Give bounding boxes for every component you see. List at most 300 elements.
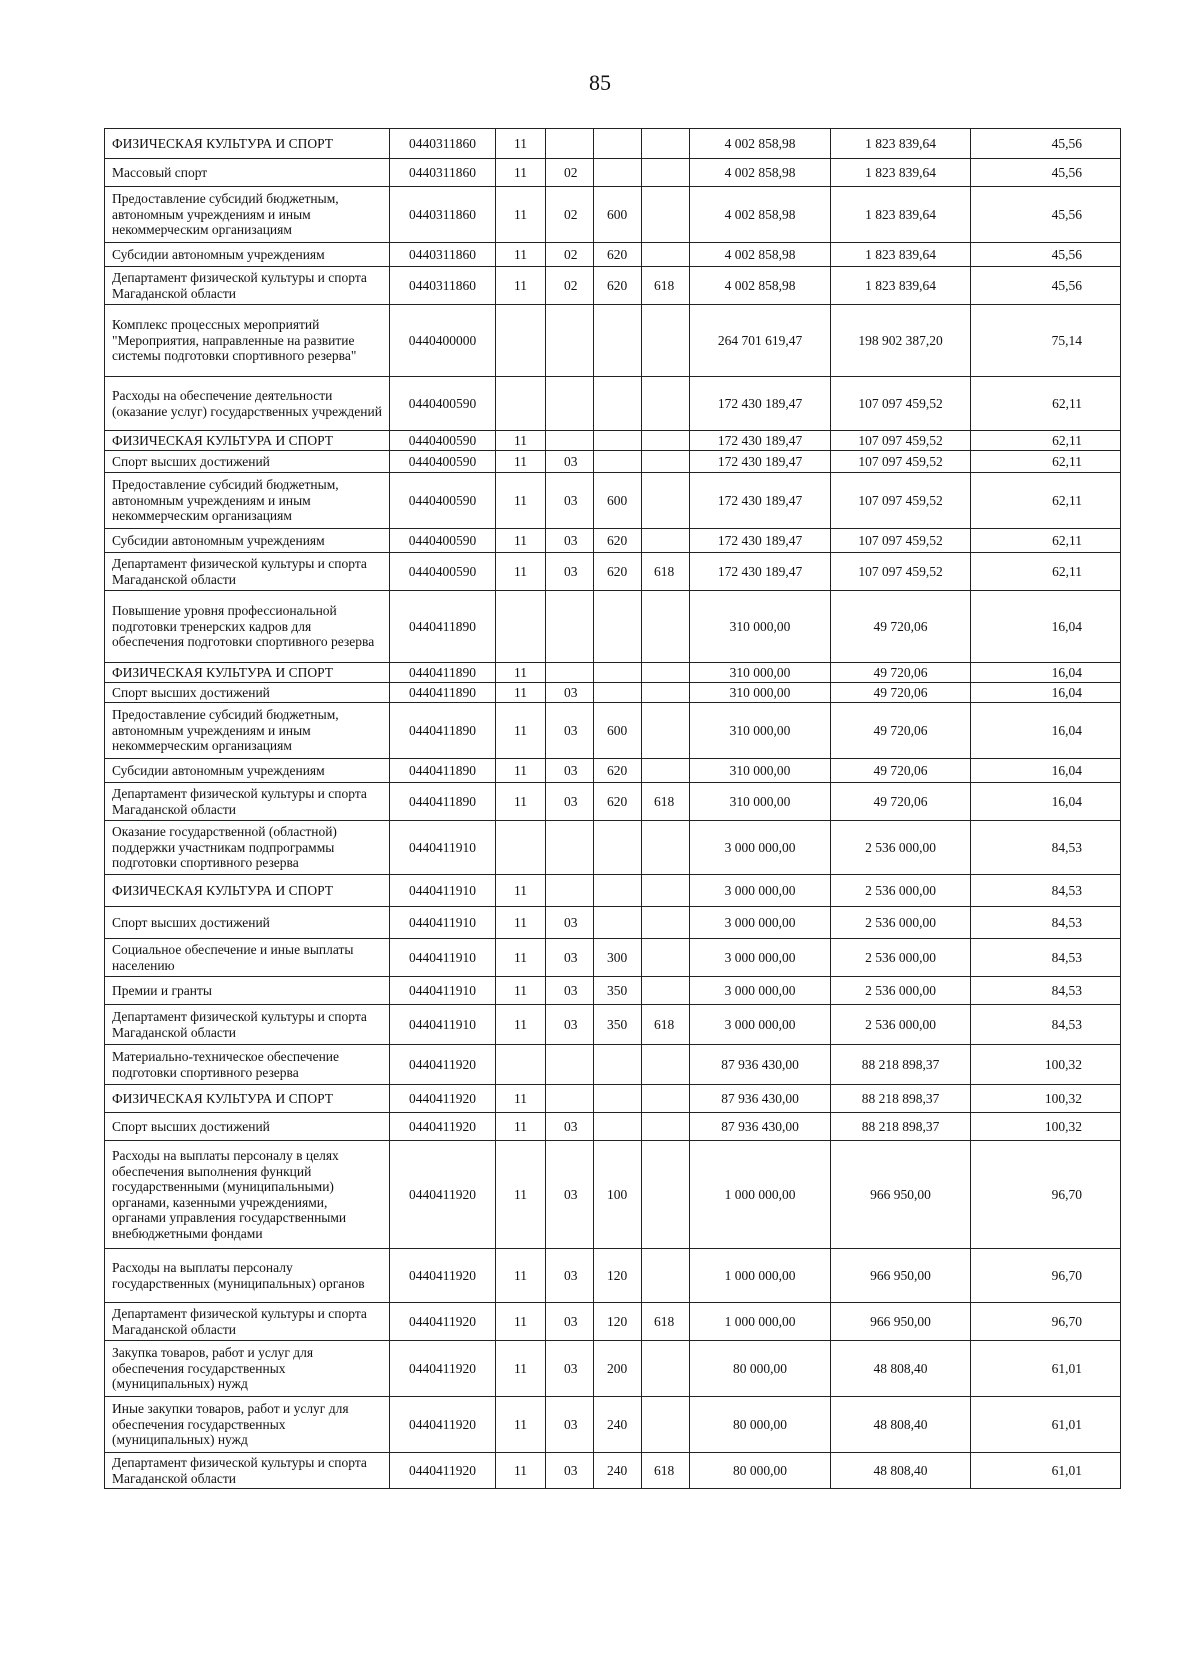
executed-amount: 1 823 839,64	[831, 187, 971, 243]
administrator-code	[642, 663, 690, 683]
section-code: 11	[496, 529, 546, 553]
executed-amount: 1 823 839,64	[831, 243, 971, 267]
section-code: 11	[496, 431, 546, 451]
executed-amount: 198 902 387,20	[831, 305, 971, 377]
executed-amount: 88 218 898,37	[831, 1085, 971, 1113]
target-article-code: 0440411920	[390, 1141, 496, 1249]
expense-type-code: 620	[594, 243, 642, 267]
expense-type-code: 240	[594, 1453, 642, 1489]
section-code: 11	[496, 1397, 546, 1453]
subsection-code	[546, 1045, 594, 1085]
section-code: 11	[496, 875, 546, 907]
expense-type-code	[594, 305, 642, 377]
execution-percent: 16,04	[971, 703, 1121, 759]
subsection-code	[546, 305, 594, 377]
planned-amount: 172 430 189,47	[690, 377, 831, 431]
section-code: 11	[496, 1141, 546, 1249]
planned-amount: 310 000,00	[690, 703, 831, 759]
table-row	[105, 977, 1121, 1005]
planned-amount: 80 000,00	[690, 1397, 831, 1453]
subsection-code: 03	[546, 1249, 594, 1303]
section-code: 11	[496, 129, 546, 159]
section-code: 11	[496, 159, 546, 187]
planned-amount: 4 002 858,98	[690, 129, 831, 159]
row-name: ФИЗИЧЕСКАЯ КУЛЬТУРА И СПОРТ	[105, 875, 390, 907]
execution-percent: 45,56	[971, 187, 1121, 243]
administrator-code	[642, 977, 690, 1005]
section-code: 11	[496, 451, 546, 473]
planned-amount: 4 002 858,98	[690, 243, 831, 267]
execution-percent: 100,32	[971, 1085, 1121, 1113]
administrator-code	[642, 591, 690, 663]
planned-amount: 310 000,00	[690, 683, 831, 703]
executed-amount: 2 536 000,00	[831, 977, 971, 1005]
row-name: Спорт высших достижений	[105, 907, 390, 939]
planned-amount: 310 000,00	[690, 759, 831, 783]
execution-percent: 16,04	[971, 759, 1121, 783]
row-name: Субсидии автономным учреждениям	[105, 529, 390, 553]
expense-type-code: 300	[594, 939, 642, 977]
target-article-code: 0440400590	[390, 473, 496, 529]
planned-amount: 4 002 858,98	[690, 159, 831, 187]
table-row	[105, 907, 1121, 939]
row-name: Комплекс процессных мероприятий "Мероприятия, направленные на развитие системы подготовки спортивного резерва"	[105, 305, 390, 377]
executed-amount: 1 823 839,64	[831, 129, 971, 159]
section-code	[496, 377, 546, 431]
target-article-code: 0440411890	[390, 703, 496, 759]
section-code: 11	[496, 977, 546, 1005]
execution-percent: 16,04	[971, 783, 1121, 821]
row-name: Субсидии автономным учреждениям	[105, 759, 390, 783]
subsection-code: 03	[546, 977, 594, 1005]
target-article-code: 0440411920	[390, 1085, 496, 1113]
target-article-code: 0440411890	[390, 783, 496, 821]
section-code: 11	[496, 1453, 546, 1489]
table-row	[105, 305, 1121, 377]
table-body	[105, 129, 1121, 1489]
subsection-code	[546, 591, 594, 663]
administrator-code	[642, 431, 690, 451]
executed-amount: 49 720,06	[831, 783, 971, 821]
section-code: 11	[496, 907, 546, 939]
row-name: Расходы на выплаты персоналу в целях обеспечения выполнения функций государственными (муниципальными) органами, казенными учреждениями, органами управления государственными внебюджетными фондами	[105, 1141, 390, 1249]
executed-amount: 1 823 839,64	[831, 267, 971, 305]
execution-percent: 45,56	[971, 243, 1121, 267]
target-article-code: 0440400000	[390, 305, 496, 377]
row-name: Спорт высших достижений	[105, 451, 390, 473]
row-name: Премии и гранты	[105, 977, 390, 1005]
table-row	[105, 1113, 1121, 1141]
section-code: 11	[496, 1249, 546, 1303]
subsection-code: 03	[546, 1141, 594, 1249]
administrator-code	[642, 377, 690, 431]
planned-amount: 1 000 000,00	[690, 1141, 831, 1249]
execution-percent: 84,53	[971, 875, 1121, 907]
executed-amount: 107 097 459,52	[831, 451, 971, 473]
planned-amount: 310 000,00	[690, 591, 831, 663]
planned-amount: 87 936 430,00	[690, 1113, 831, 1141]
row-name: Материально-техническое обеспечение подготовки спортивного резерва	[105, 1045, 390, 1085]
expense-type-code	[594, 129, 642, 159]
table-row	[105, 683, 1121, 703]
administrator-code	[642, 187, 690, 243]
table-row	[105, 1453, 1121, 1489]
administrator-code: 618	[642, 1303, 690, 1341]
table-row	[105, 1397, 1121, 1453]
executed-amount: 2 536 000,00	[831, 1005, 971, 1045]
table-row	[105, 939, 1121, 977]
row-name: ФИЗИЧЕСКАЯ КУЛЬТУРА И СПОРТ	[105, 663, 390, 683]
administrator-code: 618	[642, 267, 690, 305]
target-article-code: 0440400590	[390, 553, 496, 591]
table-row	[105, 1085, 1121, 1113]
planned-amount: 172 430 189,47	[690, 451, 831, 473]
table-row	[105, 783, 1121, 821]
planned-amount: 87 936 430,00	[690, 1045, 831, 1085]
row-name: Департамент физической культуры и спорта Магаданской области	[105, 1303, 390, 1341]
administrator-code: 618	[642, 783, 690, 821]
administrator-code	[642, 703, 690, 759]
section-code: 11	[496, 1113, 546, 1141]
section-code	[496, 821, 546, 875]
section-code: 11	[496, 939, 546, 977]
section-code: 11	[496, 1085, 546, 1113]
administrator-code	[642, 1249, 690, 1303]
expense-type-code: 600	[594, 473, 642, 529]
expense-type-code: 240	[594, 1397, 642, 1453]
row-name: Закупка товаров, работ и услуг для обеспечения государственных (муниципальных) нужд	[105, 1341, 390, 1397]
section-code: 11	[496, 553, 546, 591]
table-row	[105, 473, 1121, 529]
planned-amount: 80 000,00	[690, 1453, 831, 1489]
expense-type-code	[594, 591, 642, 663]
subsection-code	[546, 1085, 594, 1113]
table-row	[105, 431, 1121, 451]
row-name: Расходы на обеспечение деятельности (оказание услуг) государственных учреждений	[105, 377, 390, 431]
target-article-code: 0440411920	[390, 1397, 496, 1453]
row-name: Предоставление субсидий бюджетным, автономным учреждениям и иным некоммерческим организациям	[105, 703, 390, 759]
target-article-code: 0440411910	[390, 1005, 496, 1045]
execution-percent: 62,11	[971, 451, 1121, 473]
executed-amount: 2 536 000,00	[831, 907, 971, 939]
section-code: 11	[496, 703, 546, 759]
target-article-code: 0440400590	[390, 377, 496, 431]
expense-type-code: 600	[594, 187, 642, 243]
table-row	[105, 1341, 1121, 1397]
administrator-code	[642, 159, 690, 187]
execution-percent: 45,56	[971, 129, 1121, 159]
executed-amount: 107 097 459,52	[831, 431, 971, 451]
administrator-code: 618	[642, 1453, 690, 1489]
target-article-code: 0440411890	[390, 663, 496, 683]
administrator-code	[642, 821, 690, 875]
table-row	[105, 759, 1121, 783]
subsection-code: 03	[546, 529, 594, 553]
row-name: Иные закупки товаров, работ и услуг для обеспечения государственных (муниципальных) нужд	[105, 1397, 390, 1453]
execution-percent: 84,53	[971, 939, 1121, 977]
expense-type-code	[594, 431, 642, 451]
target-article-code: 0440400590	[390, 431, 496, 451]
execution-percent: 75,14	[971, 305, 1121, 377]
table-row	[105, 1005, 1121, 1045]
target-article-code: 0440311860	[390, 243, 496, 267]
executed-amount: 966 950,00	[831, 1303, 971, 1341]
subsection-code	[546, 129, 594, 159]
expense-type-code: 350	[594, 1005, 642, 1045]
planned-amount: 3 000 000,00	[690, 1005, 831, 1045]
target-article-code: 0440411910	[390, 875, 496, 907]
execution-percent: 61,01	[971, 1453, 1121, 1489]
table-row	[105, 377, 1121, 431]
planned-amount: 172 430 189,47	[690, 529, 831, 553]
row-name: Департамент физической культуры и спорта Магаданской области	[105, 1005, 390, 1045]
table-row	[105, 451, 1121, 473]
executed-amount: 2 536 000,00	[831, 875, 971, 907]
administrator-code	[642, 243, 690, 267]
target-article-code: 0440411920	[390, 1249, 496, 1303]
row-name: Предоставление субсидий бюджетным, автономным учреждениям и иным некоммерческим организациям	[105, 187, 390, 243]
executed-amount: 966 950,00	[831, 1249, 971, 1303]
table-row	[105, 703, 1121, 759]
section-code: 11	[496, 187, 546, 243]
executed-amount: 49 720,06	[831, 663, 971, 683]
section-code: 11	[496, 267, 546, 305]
target-article-code: 0440411890	[390, 591, 496, 663]
planned-amount: 172 430 189,47	[690, 553, 831, 591]
subsection-code: 03	[546, 939, 594, 977]
administrator-code	[642, 451, 690, 473]
execution-percent: 62,11	[971, 529, 1121, 553]
executed-amount: 2 536 000,00	[831, 939, 971, 977]
executed-amount: 49 720,06	[831, 759, 971, 783]
execution-percent: 16,04	[971, 591, 1121, 663]
planned-amount: 3 000 000,00	[690, 907, 831, 939]
expense-type-code	[594, 1045, 642, 1085]
target-article-code: 0440311860	[390, 159, 496, 187]
expense-type-code: 120	[594, 1249, 642, 1303]
target-article-code: 0440411920	[390, 1303, 496, 1341]
administrator-code	[642, 1045, 690, 1085]
subsection-code: 03	[546, 683, 594, 703]
expense-type-code	[594, 907, 642, 939]
execution-percent: 16,04	[971, 683, 1121, 703]
planned-amount: 4 002 858,98	[690, 267, 831, 305]
planned-amount: 310 000,00	[690, 663, 831, 683]
subsection-code	[546, 377, 594, 431]
subsection-code: 03	[546, 1453, 594, 1489]
administrator-code	[642, 1085, 690, 1113]
planned-amount: 310 000,00	[690, 783, 831, 821]
executed-amount: 49 720,06	[831, 683, 971, 703]
administrator-code	[642, 1397, 690, 1453]
target-article-code: 0440411920	[390, 1045, 496, 1085]
execution-percent: 62,11	[971, 431, 1121, 451]
planned-amount: 3 000 000,00	[690, 875, 831, 907]
expense-type-code	[594, 821, 642, 875]
row-name: Социальное обеспечение и иные выплаты населению	[105, 939, 390, 977]
section-code	[496, 591, 546, 663]
section-code	[496, 305, 546, 377]
target-article-code: 0440311860	[390, 187, 496, 243]
executed-amount: 107 097 459,52	[831, 473, 971, 529]
target-article-code: 0440411910	[390, 977, 496, 1005]
target-article-code: 0440411920	[390, 1341, 496, 1397]
section-code: 11	[496, 683, 546, 703]
execution-percent: 84,53	[971, 821, 1121, 875]
subsection-code: 03	[546, 1113, 594, 1141]
planned-amount: 3 000 000,00	[690, 939, 831, 977]
row-name: Массовый спорт	[105, 159, 390, 187]
subsection-code: 02	[546, 267, 594, 305]
subsection-code: 03	[546, 759, 594, 783]
row-name: Предоставление субсидий бюджетным, автономным учреждениям и иным некоммерческим организациям	[105, 473, 390, 529]
row-name: ФИЗИЧЕСКАЯ КУЛЬТУРА И СПОРТ	[105, 1085, 390, 1113]
budget-table	[104, 128, 1121, 1489]
execution-percent: 100,32	[971, 1045, 1121, 1085]
row-name: ФИЗИЧЕСКАЯ КУЛЬТУРА И СПОРТ	[105, 129, 390, 159]
table-row	[105, 663, 1121, 683]
expense-type-code: 350	[594, 977, 642, 1005]
subsection-code	[546, 663, 594, 683]
execution-percent: 45,56	[971, 159, 1121, 187]
administrator-code	[642, 305, 690, 377]
table-row	[105, 553, 1121, 591]
target-article-code: 0440411910	[390, 939, 496, 977]
execution-percent: 62,11	[971, 473, 1121, 529]
planned-amount: 264 701 619,47	[690, 305, 831, 377]
subsection-code: 02	[546, 187, 594, 243]
table-row	[105, 591, 1121, 663]
execution-percent: 100,32	[971, 1113, 1121, 1141]
expense-type-code: 620	[594, 759, 642, 783]
target-article-code: 0440411920	[390, 1113, 496, 1141]
administrator-code	[642, 683, 690, 703]
executed-amount: 49 720,06	[831, 703, 971, 759]
subsection-code: 03	[546, 1005, 594, 1045]
table-row	[105, 1249, 1121, 1303]
execution-percent: 16,04	[971, 663, 1121, 683]
subsection-code: 03	[546, 783, 594, 821]
section-code: 11	[496, 473, 546, 529]
executed-amount: 2 536 000,00	[831, 821, 971, 875]
target-article-code: 0440311860	[390, 267, 496, 305]
planned-amount: 4 002 858,98	[690, 187, 831, 243]
administrator-code	[642, 759, 690, 783]
table-row	[105, 821, 1121, 875]
target-article-code: 0440311860	[390, 129, 496, 159]
administrator-code	[642, 1141, 690, 1249]
section-code: 11	[496, 243, 546, 267]
subsection-code: 02	[546, 159, 594, 187]
target-article-code: 0440411920	[390, 1453, 496, 1489]
expense-type-code	[594, 377, 642, 431]
row-name: Спорт высших достижений	[105, 683, 390, 703]
section-code: 11	[496, 663, 546, 683]
subsection-code: 03	[546, 907, 594, 939]
subsection-code: 03	[546, 1397, 594, 1453]
executed-amount: 48 808,40	[831, 1397, 971, 1453]
executed-amount: 88 218 898,37	[831, 1113, 971, 1141]
administrator-code	[642, 129, 690, 159]
row-name: Спорт высших достижений	[105, 1113, 390, 1141]
subsection-code: 03	[546, 703, 594, 759]
row-name: Расходы на выплаты персоналу государственных (муниципальных) органов	[105, 1249, 390, 1303]
execution-percent: 84,53	[971, 907, 1121, 939]
row-name: Департамент физической культуры и спорта Магаданской области	[105, 553, 390, 591]
execution-percent: 96,70	[971, 1303, 1121, 1341]
expense-type-code	[594, 663, 642, 683]
expense-type-code: 620	[594, 267, 642, 305]
row-name: Повышение уровня профессиональной подготовки тренерских кадров для обеспечения подготовки спортивного резерва	[105, 591, 390, 663]
executed-amount: 107 097 459,52	[831, 553, 971, 591]
expense-type-code	[594, 1113, 642, 1141]
subsection-code: 02	[546, 243, 594, 267]
section-code: 11	[496, 783, 546, 821]
table-row	[105, 243, 1121, 267]
expense-type-code: 620	[594, 783, 642, 821]
planned-amount: 87 936 430,00	[690, 1085, 831, 1113]
expense-type-code: 100	[594, 1141, 642, 1249]
row-name: Департамент физической культуры и спорта Магаданской области	[105, 783, 390, 821]
expense-type-code	[594, 1085, 642, 1113]
administrator-code	[642, 473, 690, 529]
page-number: 85	[589, 70, 611, 95]
row-name: Оказание государственной (областной) поддержки участникам подпрограммы подготовки спортивного резерва	[105, 821, 390, 875]
executed-amount: 49 720,06	[831, 591, 971, 663]
expense-type-code: 600	[594, 703, 642, 759]
executed-amount: 966 950,00	[831, 1141, 971, 1249]
table-row	[105, 1303, 1121, 1341]
row-name: Департамент физической культуры и спорта Магаданской области	[105, 1453, 390, 1489]
subsection-code	[546, 821, 594, 875]
planned-amount: 172 430 189,47	[690, 473, 831, 529]
target-article-code: 0440411910	[390, 821, 496, 875]
execution-percent: 61,01	[971, 1397, 1121, 1453]
planned-amount: 1 000 000,00	[690, 1249, 831, 1303]
expense-type-code	[594, 683, 642, 703]
execution-percent: 84,53	[971, 1005, 1121, 1045]
administrator-code: 618	[642, 1005, 690, 1045]
expense-type-code: 200	[594, 1341, 642, 1397]
administrator-code: 618	[642, 553, 690, 591]
executed-amount: 1 823 839,64	[831, 159, 971, 187]
planned-amount: 172 430 189,47	[690, 431, 831, 451]
administrator-code	[642, 529, 690, 553]
planned-amount: 3 000 000,00	[690, 821, 831, 875]
expense-type-code	[594, 451, 642, 473]
row-name: Субсидии автономным учреждениям	[105, 243, 390, 267]
execution-percent: 61,01	[971, 1341, 1121, 1397]
table-row	[105, 159, 1121, 187]
subsection-code: 03	[546, 1303, 594, 1341]
table-row	[105, 267, 1121, 305]
planned-amount: 3 000 000,00	[690, 977, 831, 1005]
table-row	[105, 187, 1121, 243]
administrator-code	[642, 939, 690, 977]
row-name: ФИЗИЧЕСКАЯ КУЛЬТУРА И СПОРТ	[105, 431, 390, 451]
execution-percent: 96,70	[971, 1249, 1121, 1303]
executed-amount: 107 097 459,52	[831, 377, 971, 431]
expense-type-code: 620	[594, 529, 642, 553]
administrator-code	[642, 907, 690, 939]
execution-percent: 96,70	[971, 1141, 1121, 1249]
table-row	[105, 529, 1121, 553]
section-code: 11	[496, 1005, 546, 1045]
executed-amount: 48 808,40	[831, 1341, 971, 1397]
expense-type-code	[594, 875, 642, 907]
planned-amount: 1 000 000,00	[690, 1303, 831, 1341]
expense-type-code: 120	[594, 1303, 642, 1341]
